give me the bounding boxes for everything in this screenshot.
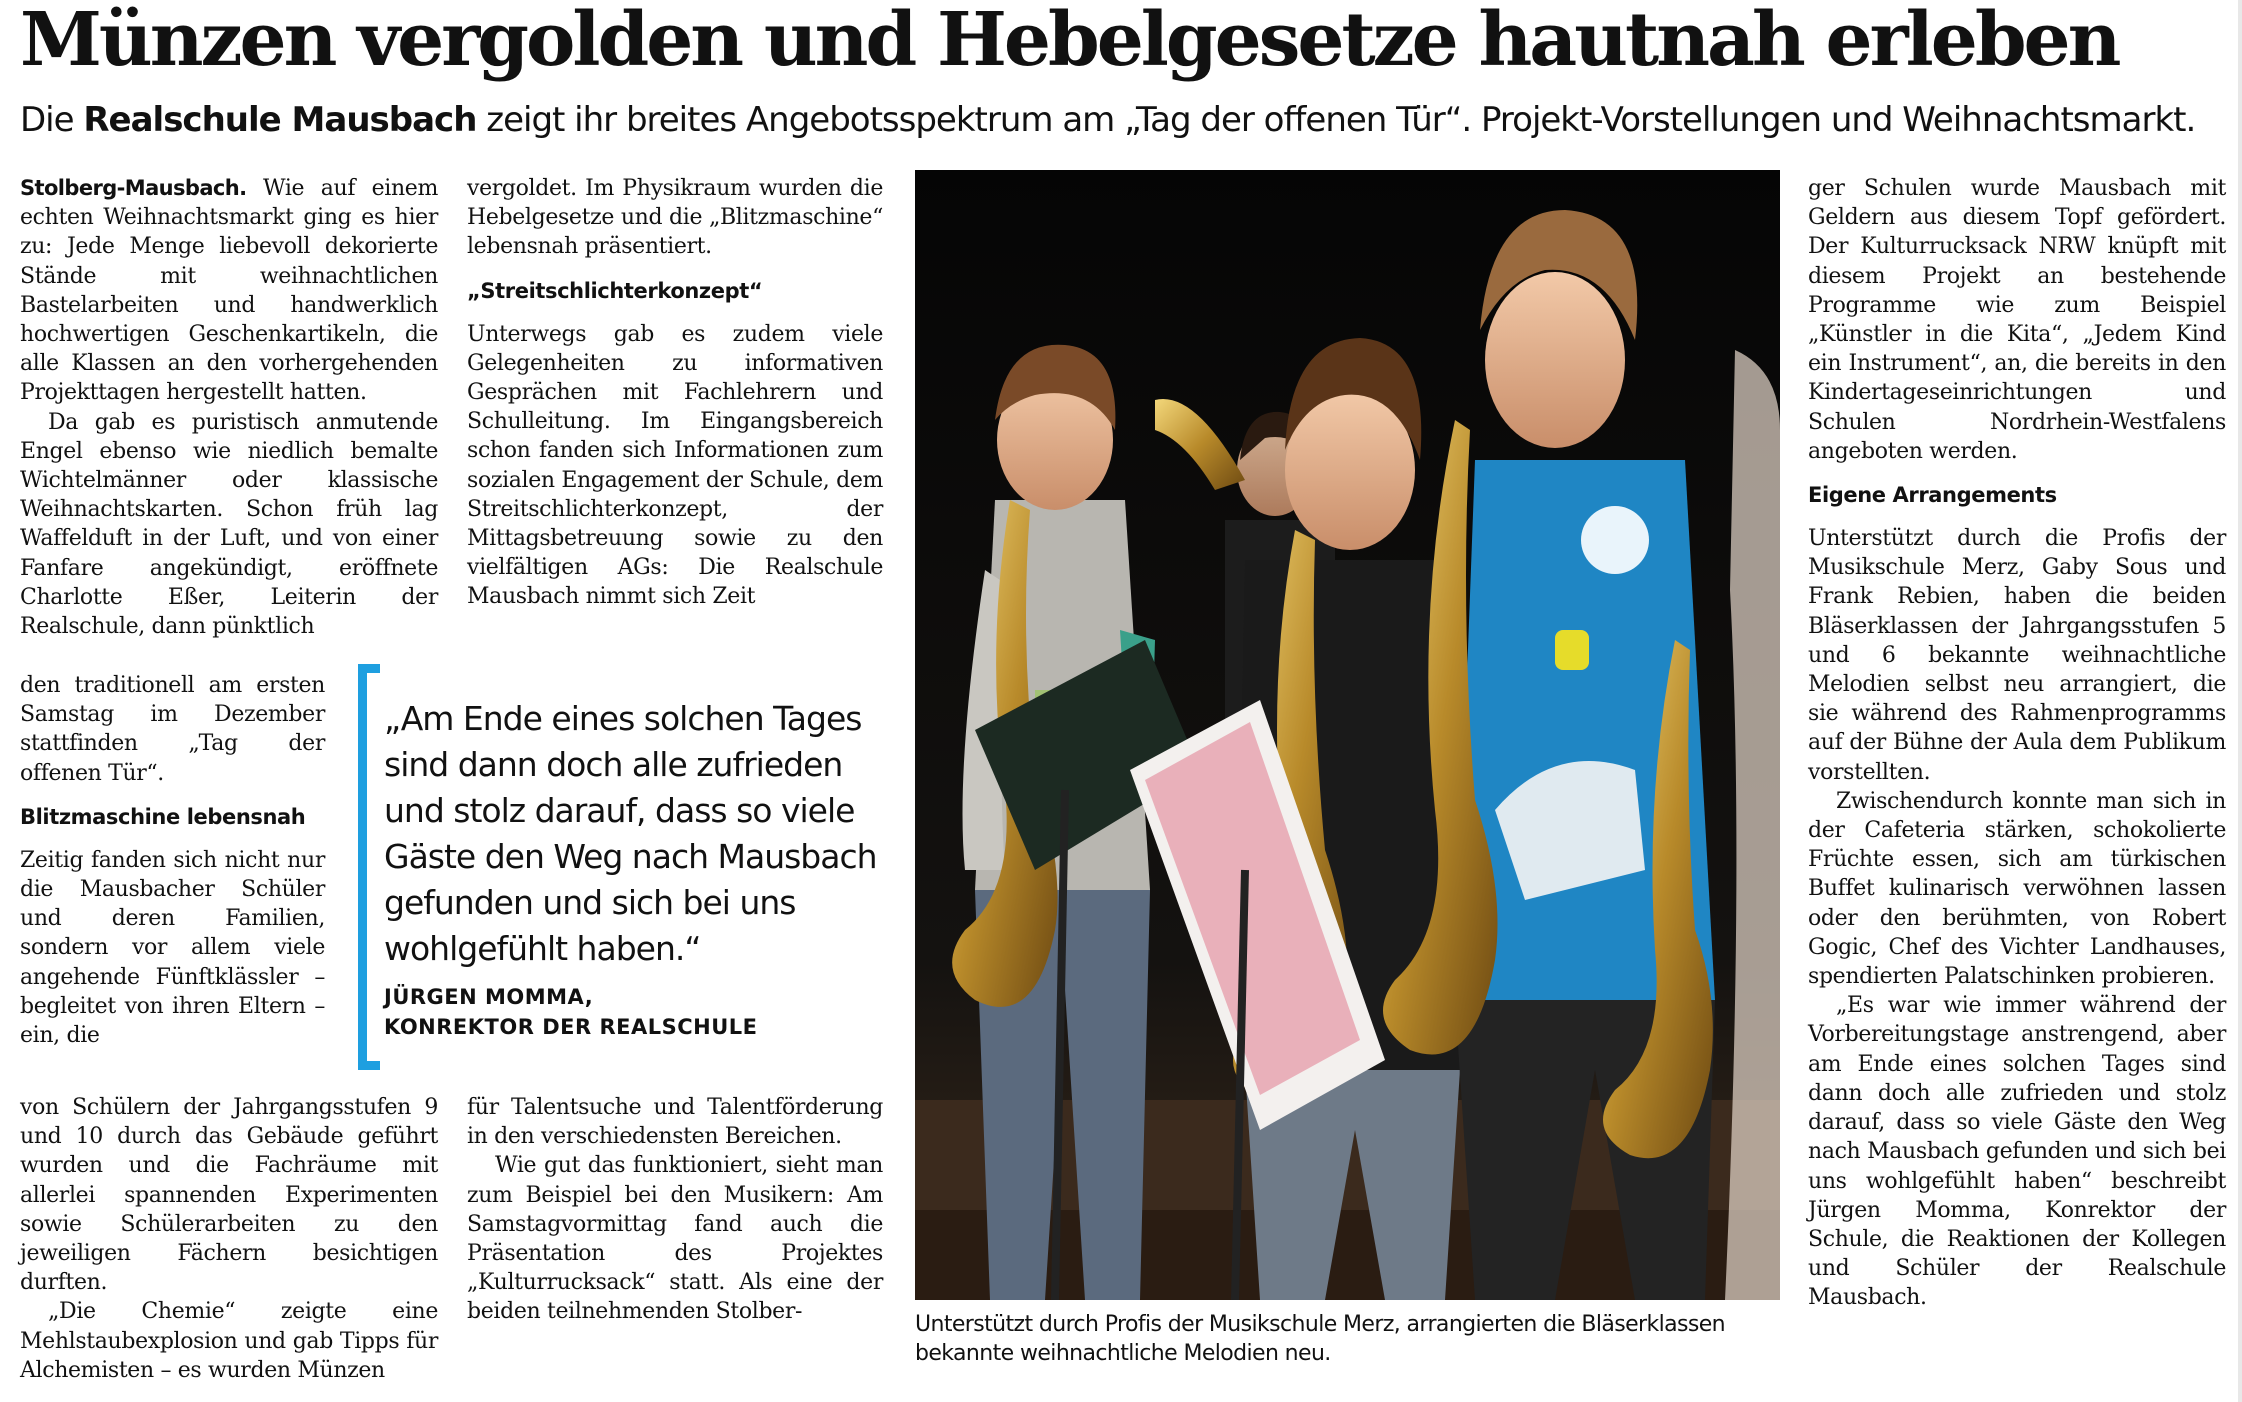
col1-paragraph-3-cont: von Schülern der Jahrgangsstufen 9 und 10 durch das Gebäude geführt wurden und die Fachräume mit allerlei spannenden Experimenten sowie Schülerarbeiten zu den jeweiligen Fächern besichtigen durften. bbox=[20, 1095, 438, 1296]
col4-paragraph-2: Unterstützt durch die Profis der Musikschule Merz, Gaby Sous und Frank Rebien, haben die beiden Bläserklassen der Jahrgangsstufen 5 und 6 bekannte weihnachtliche Melodien selbst neu arrangiert, die sie während des Rahmenprogramms auf der Bühne der Aula dem Publikum vorstellten. bbox=[1808, 526, 2226, 785]
col1-paragraph-1-text: Wie auf einem echten Weihnachtsmarkt ging es hier zu: Jede Menge liebevoll dekorierte Stände mit weihnachtlichen Bastelarbeiten und handwerklich hochwertigen Geschenkartikeln, die alle Klassen an den vorhergehenden Projekttagen hergestellt hatten. bbox=[20, 176, 438, 406]
col2-heading-streitschlichter: „Streitschlichterkonzept“ bbox=[467, 278, 763, 303]
col1-paragraph-4: „Die Chemie“ zeigte eine Mehlstaubexplosion und gab Tipps für Alchemisten – es wurden Münzen bbox=[20, 1299, 438, 1383]
col2-paragraph-4: Wie gut das funktioniert, sieht man zum Beispiel bei den Musikern: Am Samstagvormittag fand auch die Präsentation des Projektes „Kulturrucksack“ statt. Als eine der beiden teilnehmenden Stolber- bbox=[467, 1153, 883, 1325]
photo-illustration bbox=[915, 170, 1780, 1300]
article-column-2-bottom bbox=[467, 1093, 883, 1327]
col1-paragraph-2-cont: den traditionell am ersten Samstag im Dezember stattfinden „Tag der offenen Tür“. bbox=[20, 673, 325, 786]
article-column-4 bbox=[1808, 174, 2226, 1313]
article-headline: Münzen vergolden und Hebelgesetze hautnah erleben bbox=[20, 0, 2119, 83]
pull-quote-author-role: KONREKTOR DER REALSCHULE bbox=[384, 1015, 758, 1039]
col1-heading-blitzmaschine: Blitzmaschine lebensnah bbox=[20, 804, 306, 829]
page-edge bbox=[2238, 0, 2242, 1402]
subline-text-start: Die bbox=[20, 100, 84, 140]
subline-text-end: zeigt ihr breites Angebotsspektrum am „Tag der offenen Tür“. Projekt-Vorstellungen und Weihnachtsmarkt. bbox=[476, 100, 2196, 140]
col2-paragraph-3: für Talentsuche und Talentförderung in den verschiedensten Bereichen. bbox=[467, 1095, 883, 1150]
pull-quote-text: „Am Ende eines solchen Tages sind dann doch alle zufrieden und stolz darauf, dass so viele Gäste den Weg nach Mausbach gefunden und sich bei uns wohlgefühlt haben.“ bbox=[384, 699, 877, 968]
pull-quote bbox=[358, 664, 898, 1070]
col4-paragraph-4: „Es war wie immer während der Vorbereitungstage anstrengend, aber am Ende eines solchen Tages sind dann doch alle zufrieden und stolz darauf, dass so viele Gäste den Weg nach Mausbach gefunden und sich bei uns wohlgefühlt haben“ beschreibt Jürgen Momma, Konrektor der Schule, die Reaktionen der Kollegen und Schüler der Realschule Mausbach. bbox=[1808, 993, 2226, 1311]
pull-quote-author-name: JÜRGEN MOMMA, bbox=[384, 985, 594, 1009]
subline-school-name: Realschule Mausbach bbox=[83, 100, 477, 140]
pull-quote-author bbox=[384, 982, 904, 1042]
article-column-1-narrow-a bbox=[20, 671, 325, 1050]
quote-bracket-accent bbox=[358, 664, 380, 1070]
col4-paragraph-3: Zwischendurch konnte man sich in der Cafeteria stärken, schokolierte Früchte essen, sich am türkischen Buffet kulinarisch verwöhnen lassen oder den berühmten, von Robert Gogic, Chef des Vichter Landhauses, spendierten Palatschinken probieren. bbox=[1808, 788, 2226, 990]
col4-heading-arrangements: Eigene Arrangements bbox=[1808, 483, 2057, 508]
article-column-1-bottom bbox=[20, 1093, 438, 1385]
dateline: Stolberg-Mausbach. bbox=[20, 176, 247, 200]
col2-paragraph-1: vergoldet. Im Physikraum wurden die Hebelgesetze und die „Blitzmaschine“ lebensnah präsentiert. bbox=[467, 176, 883, 260]
article-column-1 bbox=[20, 174, 438, 641]
col2-paragraph-2: Unterwegs gab es zudem viele Gelegenheiten zu informativen Gesprächen mit Fachlehrern und Schulleitung. Im Eingangsbereich schon fanden sich Informationen zum sozialen Engagement der Schule, dem Streitschlichterkonzept, der Mittagsbetreuung sowie zu den vielfältigen AGs: Die Realschule Mausbach nimmt sich Zeit bbox=[467, 321, 884, 610]
article-photo-saxophone-players bbox=[915, 170, 1780, 1300]
article-subheadline bbox=[20, 96, 2220, 144]
photo-caption: Unterstützt durch Profis der Musikschule Merz, arrangierten die Bläserklassen bekannte weihnachtliche Melodien neu. bbox=[915, 1312, 1725, 1366]
col1-paragraph-1 bbox=[20, 174, 438, 408]
col1-paragraph-2: Da gab es puristisch anmutende Engel ebenso wie niedlich bemalte Wichtelmänner oder klassische Weihnachtskarten. Schon früh lag Waffelduft in der Luft, und von einer Fanfare angekündigt, eröffnete Charlotte Eßer, Leiterin der Realschule, dann pünktlich bbox=[20, 409, 438, 640]
article-column-2 bbox=[467, 174, 883, 612]
col1-paragraph-3: Zeitig fanden sich nicht nur die Mausbacher Schüler und deren Familien, sondern vor allem viele angehende Fünftklässler – begleitet von ihren Eltern – ein, die bbox=[20, 847, 325, 1049]
col4-paragraph-1: ger Schulen wurde Mausbach mit Geldern aus diesem Topf gefördert. Der Kulturrucksack NRW knüpft mit diesem Projekt an bestehende Programme wie zum Beispiel „Künstler in die Kita“, „Jedem Kind ein Instrument“, an, die bereits in den Kindertageseinrichtungen und Schulen Nordrhein-Westfalens angeboten werden. bbox=[1808, 176, 2226, 464]
